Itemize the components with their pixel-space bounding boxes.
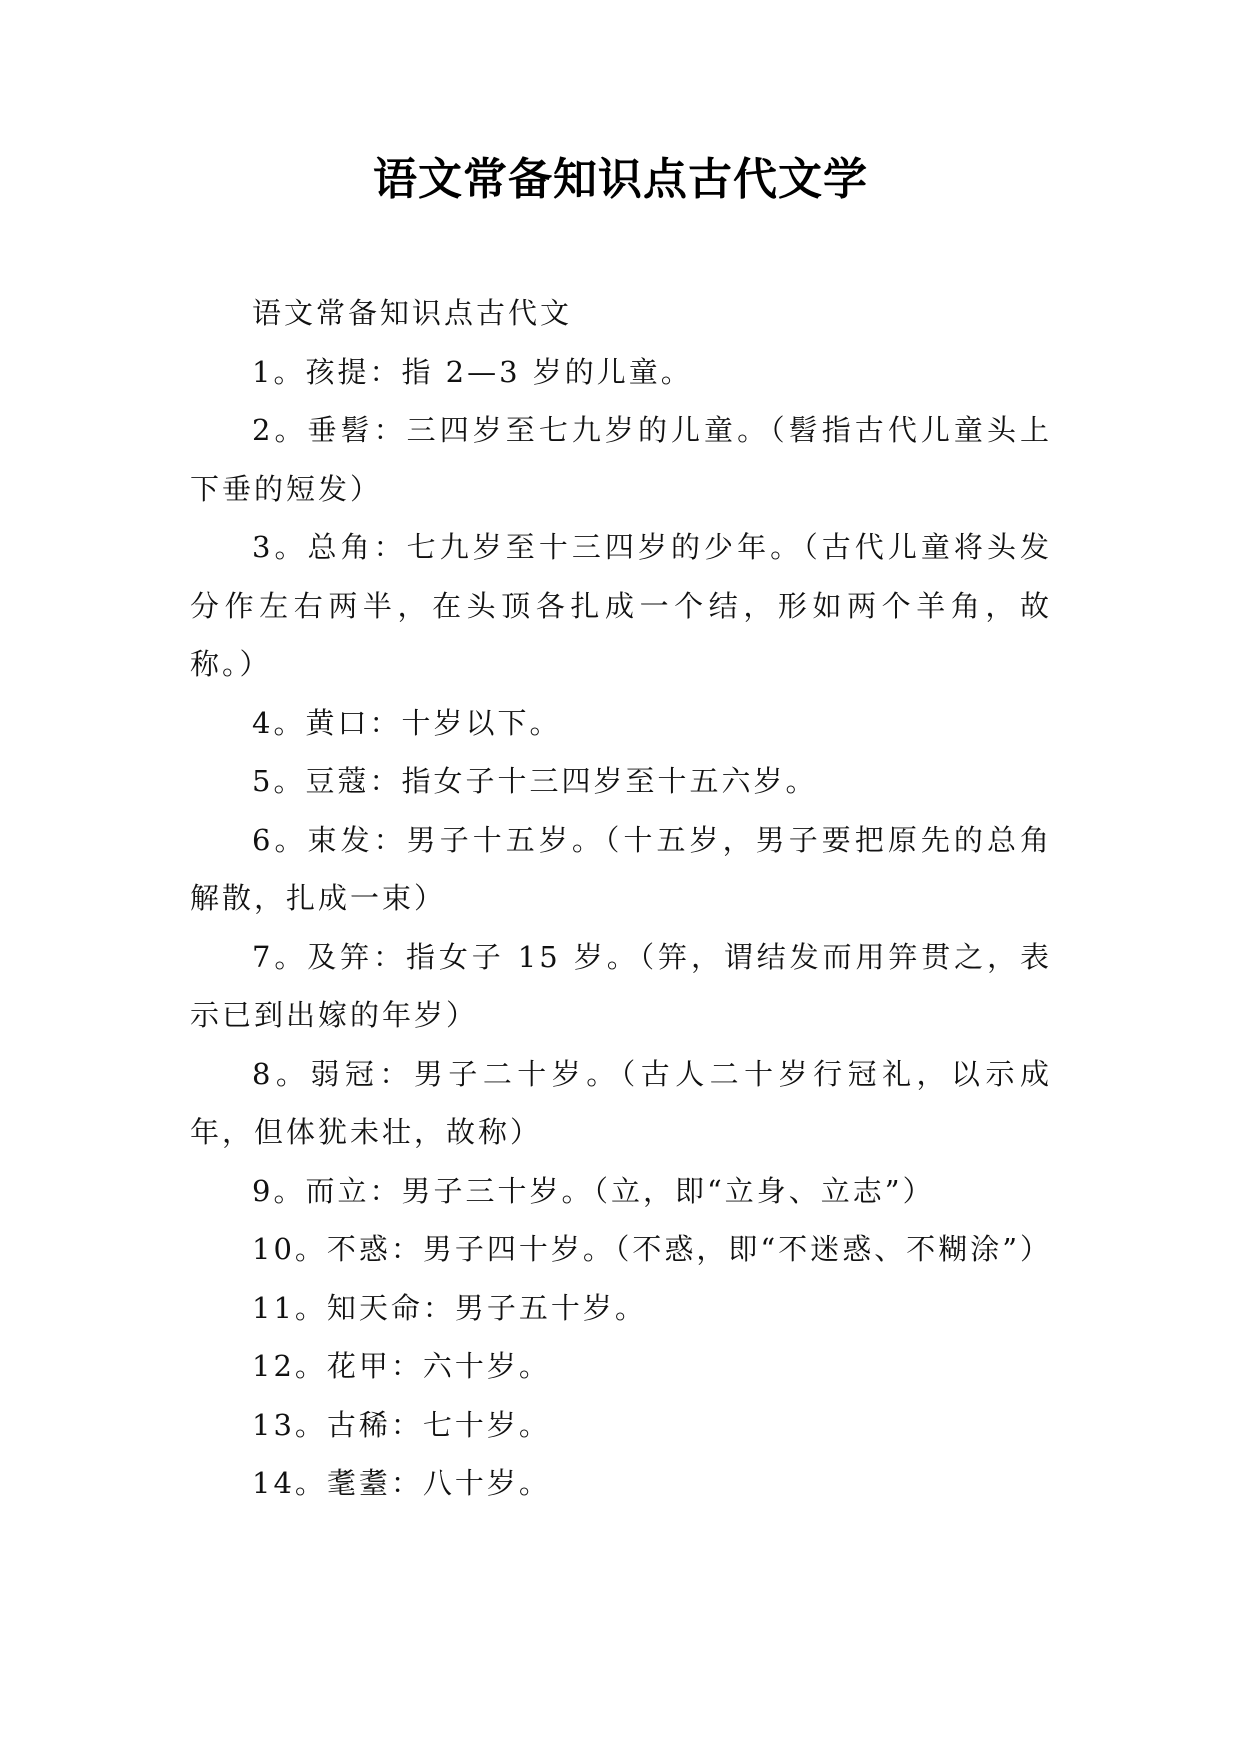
document-body xyxy=(190,284,1052,1513)
paragraph-item-5: 5。豆蔻：指女子十三四岁至十五六岁。 xyxy=(252,764,818,798)
paragraph-item-9: 9。而立：男子三十岁。（立，即“立身、立志”） xyxy=(252,1173,935,1208)
paragraph-item-4: 4。黄口：十岁以下。 xyxy=(252,705,562,740)
paragraph-item-11: 11。知天命：男子五十岁。 xyxy=(252,1290,647,1325)
paragraph-item-8: 8。弱冠：男子二十岁。（古人二十岁行冠礼，以示成年，但体犹未壮，故称） xyxy=(190,1056,1052,1149)
paragraph-item-13: 13。古稀：七十岁。 xyxy=(252,1407,551,1442)
paragraph-item-2: 2。垂髫：三四岁至七九岁的儿童。（髫指古代儿童头上下垂的短发） xyxy=(190,413,1052,506)
paragraph-intro: 语文常备知识点古代文 xyxy=(252,296,573,330)
paragraph-item-1: 1。孩提：指 2—3 岁的儿童。 xyxy=(252,354,693,389)
paragraph-item-6: 6。束发：男子十五岁。（十五岁，男子要把原先的总角解散，扎成一束） xyxy=(190,822,1052,915)
paragraph-item-3: 3。总角：七九岁至十三四岁的少年。（古代儿童将头发分作左右两半，在头顶各扎成一个结，形如两个羊角，故称。） xyxy=(190,530,1052,681)
paragraph-item-7: 7。及笄：指女子 15 岁。（笄，谓结发而用笄贯之，表示已到出嫁的年岁） xyxy=(190,939,1052,1032)
paragraph-item-10: 10。不惑：男子四十岁。（不惑，即“不迷惑、不糊涂”） xyxy=(252,1232,1053,1266)
paragraph-item-14: 14。耄耋：八十岁。 xyxy=(252,1466,551,1500)
paragraph-item-12: 12。花甲：六十岁。 xyxy=(252,1349,551,1383)
document-title: 语文常备知识点古代文学 xyxy=(373,154,868,205)
